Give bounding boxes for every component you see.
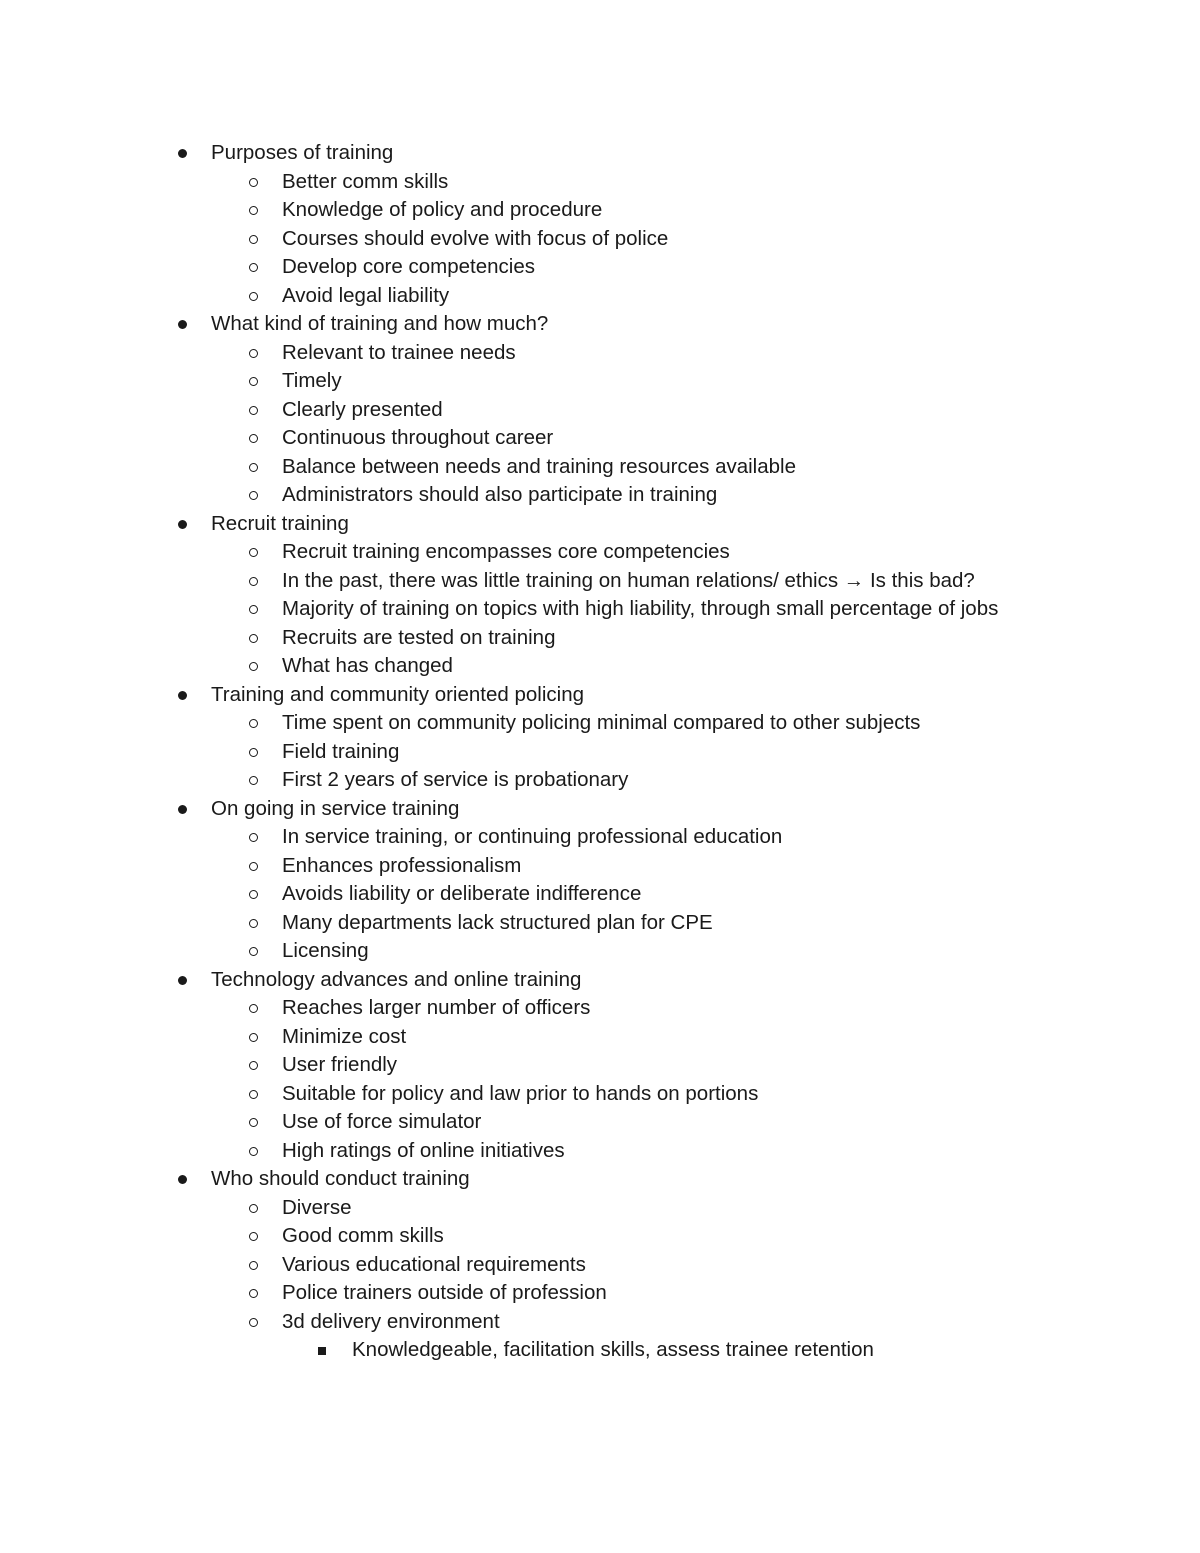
list-item-text: Relevant to trainee needs — [282, 340, 516, 364]
hollow-circle-bullet-icon — [249, 491, 258, 500]
sub-list-item — [0, 937, 1200, 966]
sub-list-item — [0, 1222, 1200, 1251]
nested-list-item — [0, 1336, 1200, 1365]
section-heading-item — [0, 139, 1200, 168]
hollow-circle-bullet-icon — [249, 1004, 258, 1013]
sub-list-item — [0, 738, 1200, 767]
list-item-text: Licensing — [282, 939, 369, 962]
list-item-text: Timely — [282, 369, 342, 392]
hollow-circle-bullet-icon — [249, 1061, 258, 1070]
list-item-text: On going in service training — [211, 796, 460, 820]
hollow-circle-bullet-icon — [249, 919, 258, 928]
sub-list-item — [0, 909, 1200, 938]
list-item-text: Various educational requirements — [282, 1252, 586, 1276]
section-heading-item — [0, 510, 1200, 539]
sub-list-item — [0, 709, 1200, 738]
hollow-circle-bullet-icon — [249, 235, 258, 244]
list-item-text: Better comm skills — [282, 169, 449, 193]
list-item-text: Majority of training on topics with high liability, through small percentage of jobs — [282, 597, 999, 620]
hollow-circle-bullet-icon — [249, 1289, 258, 1298]
hollow-circle-bullet-icon — [249, 1090, 258, 1099]
sub-list-item — [0, 595, 1062, 624]
sub-list-item — [0, 196, 1200, 225]
hollow-circle-bullet-icon — [249, 377, 258, 386]
list-item-text: Balance between needs and training resources available — [282, 454, 796, 478]
hollow-circle-bullet-icon — [249, 1147, 258, 1156]
hollow-circle-bullet-icon — [249, 577, 258, 586]
sub-list-item — [0, 253, 1200, 282]
list-item-text: Use of force simulator — [282, 1110, 482, 1133]
hollow-circle-bullet-icon — [249, 1232, 258, 1241]
hollow-circle-bullet-icon — [249, 292, 258, 301]
section-heading-item — [0, 1165, 1200, 1194]
hollow-circle-bullet-icon — [249, 719, 258, 728]
list-item-text: Who should conduct training — [211, 1167, 470, 1190]
hollow-circle-bullet-icon — [249, 349, 258, 358]
list-item-text: Many departments lack structured plan for CPE — [282, 910, 713, 934]
sub-list-item — [0, 424, 1200, 453]
list-item-text: In the past, there was little training on human relations/ ethics → Is this bad? — [282, 568, 975, 592]
hollow-circle-bullet-icon — [249, 1204, 258, 1213]
list-item-text: Knowledgeable, facilitation skills, assess trainee retention — [352, 1338, 874, 1361]
list-item-text: First 2 years of service is probationary — [282, 768, 629, 791]
filled-circle-bullet-icon — [178, 691, 187, 700]
sub-list-item — [0, 453, 1200, 482]
sub-list-item — [0, 367, 1200, 396]
sub-list-item — [0, 225, 1200, 254]
list-item-text: Technology advances and online training — [211, 967, 582, 991]
list-item-text: Knowledge of policy and procedure — [282, 198, 603, 221]
sub-list-item — [0, 880, 1200, 909]
list-item-text: Courses should evolve with focus of police — [282, 226, 669, 250]
sub-list-item — [0, 481, 1200, 510]
section-heading-item — [0, 310, 1200, 339]
section-heading-item — [0, 966, 1200, 995]
list-item-text: Diverse — [282, 1195, 352, 1219]
list-item-text: Continuous throughout career — [282, 426, 554, 449]
filled-circle-bullet-icon — [178, 805, 187, 814]
sub-list-item — [0, 1251, 1200, 1280]
hollow-circle-bullet-icon — [249, 548, 258, 557]
list-item-text: What kind of training and how much? — [211, 312, 549, 335]
list-item-text: Minimize cost — [282, 1024, 407, 1048]
list-item-text: Reaches larger number of officers — [282, 996, 591, 1019]
sub-list-item — [0, 766, 1200, 795]
filled-circle-bullet-icon — [178, 1175, 187, 1184]
sub-list-item — [0, 1051, 1200, 1080]
sub-list-item — [0, 1308, 1200, 1337]
hollow-circle-bullet-icon — [249, 947, 258, 956]
sub-list-item — [0, 168, 1200, 197]
hollow-circle-bullet-icon — [249, 1118, 258, 1127]
list-item-text: Training and community oriented policing — [211, 682, 584, 706]
sub-list-item — [0, 1108, 1200, 1137]
list-item-text: Time spent on community policing minimal compared to other subjects — [282, 711, 921, 734]
list-item-text: User friendly — [282, 1053, 398, 1076]
sub-list-item — [0, 652, 1200, 681]
hollow-circle-bullet-icon — [249, 605, 258, 614]
sub-list-item — [0, 339, 1200, 368]
list-item-text: Enhances professionalism — [282, 853, 522, 877]
sub-list-item — [0, 994, 1200, 1023]
sub-list-item — [0, 624, 1200, 653]
list-item-text: Good comm skills — [282, 1224, 444, 1247]
hollow-circle-bullet-icon — [249, 748, 258, 757]
list-item-text: Suitable for policy and law prior to hands on portions — [282, 1081, 759, 1105]
sub-list-item — [0, 1279, 1200, 1308]
sub-list-item — [0, 282, 1200, 311]
list-item-text: Clearly presented — [282, 397, 443, 421]
hollow-circle-bullet-icon — [249, 263, 258, 272]
list-item-text: In service training, or continuing professional education — [282, 825, 783, 848]
square-bullet-icon — [318, 1347, 326, 1355]
list-item-text: Police trainers outside of profession — [282, 1281, 607, 1304]
hollow-circle-bullet-icon — [249, 833, 258, 842]
list-item-text: Purposes of training — [211, 141, 394, 164]
list-item-text: Recruit training — [211, 511, 349, 535]
hollow-circle-bullet-icon — [249, 890, 258, 899]
hollow-circle-bullet-icon — [249, 463, 258, 472]
filled-circle-bullet-icon — [178, 976, 187, 985]
document-page — [0, 139, 1200, 1365]
hollow-circle-bullet-icon — [249, 634, 258, 643]
sub-list-item — [0, 396, 1200, 425]
sub-list-item — [0, 1023, 1200, 1052]
list-item-text: Develop core competencies — [282, 255, 535, 278]
filled-circle-bullet-icon — [178, 520, 187, 529]
list-item-text: Administrators should also participate in training — [282, 483, 718, 506]
list-item-text: Recruit training encompasses core competencies — [282, 540, 730, 563]
hollow-circle-bullet-icon — [249, 776, 258, 785]
hollow-circle-bullet-icon — [249, 862, 258, 871]
list-item-text: 3d delivery environment — [282, 1309, 500, 1333]
filled-circle-bullet-icon — [178, 320, 187, 329]
section-heading-item — [0, 795, 1200, 824]
hollow-circle-bullet-icon — [249, 178, 258, 187]
hollow-circle-bullet-icon — [249, 206, 258, 215]
sub-list-item — [0, 1194, 1200, 1223]
hollow-circle-bullet-icon — [249, 434, 258, 443]
hollow-circle-bullet-icon — [249, 662, 258, 671]
list-item-text: Recruits are tested on training — [282, 625, 556, 649]
hollow-circle-bullet-icon — [249, 406, 258, 415]
sub-list-item — [0, 1080, 1200, 1109]
hollow-circle-bullet-icon — [249, 1261, 258, 1270]
hollow-circle-bullet-icon — [249, 1033, 258, 1042]
sub-list-item — [0, 567, 1200, 596]
sub-list-item — [0, 823, 1200, 852]
sub-list-item — [0, 852, 1200, 881]
filled-circle-bullet-icon — [178, 149, 187, 158]
hollow-circle-bullet-icon — [249, 1318, 258, 1327]
list-item-text: Field training — [282, 739, 400, 763]
sub-list-item — [0, 1137, 1200, 1166]
section-heading-item — [0, 681, 1200, 710]
list-item-text: Avoids liability or deliberate indifference — [282, 882, 642, 905]
sub-list-item — [0, 538, 1200, 567]
list-item-text: What has changed — [282, 654, 453, 677]
list-item-text: Avoid legal liability — [282, 283, 450, 307]
list-item-text: High ratings of online initiatives — [282, 1138, 565, 1162]
